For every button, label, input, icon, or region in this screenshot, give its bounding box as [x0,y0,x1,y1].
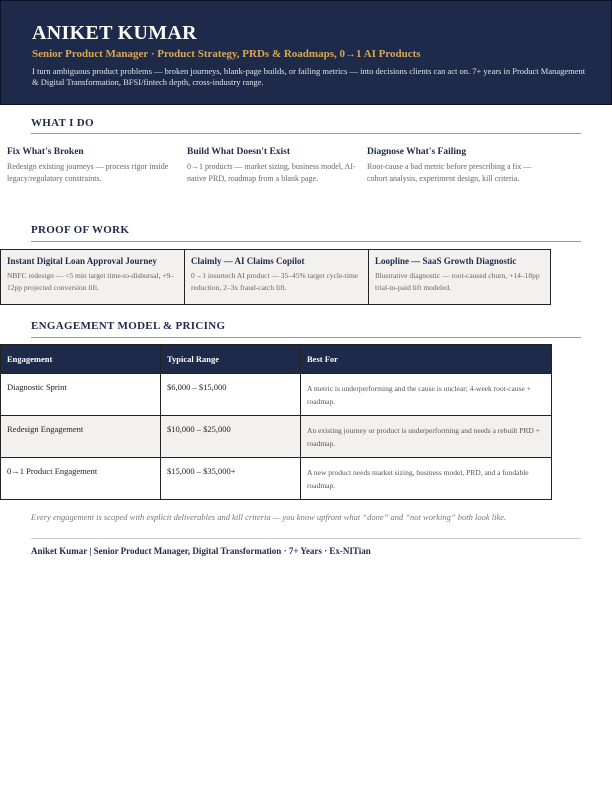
proof-title: Claimly — AI Claims Copilot [191,256,305,266]
column-header-best-for: Best For [301,345,552,374]
table-row [1,416,552,458]
best-for-cell: An existing journey or product is underperforming and needs a rebuilt PRD + roadmap. [301,416,552,458]
proof-description: Illustrative diagnostic — root-caused churn, +14–18pp trial-to-paid lift modeled. [375,271,540,292]
section-divider [31,337,581,338]
range-cell: $6,000 – $15,000 [161,374,301,416]
person-name: ANIKET KUMAR [32,22,197,44]
service-title: Diagnose What's Failing [367,147,467,157]
service-title: Fix What's Broken [7,147,84,157]
range-cell: $10,000 – $25,000 [161,416,301,458]
pricing-table [0,344,552,500]
header-banner [0,0,612,105]
section-heading-pricing: ENGAGEMENT MODEL & PRICING [31,320,226,332]
section-divider [31,133,581,134]
range-cell: $15,000 – $35,000+ [161,458,301,500]
proof-of-work-table [0,249,551,305]
headline-subtitle: Senior Product Manager · Product Strategy, PRDs & Roadmaps, 0→1 AI Products [32,48,421,60]
proof-title: Loopline — SaaS Growth Diagnostic [375,256,517,266]
section-heading-what-i-do: WHAT I DO [31,117,94,129]
engagement-cell: Diagnostic Sprint [1,374,161,416]
table-row [1,374,552,416]
engagement-cell: Redesign Engagement [1,416,161,458]
service-card-diagnose [367,147,537,184]
proof-title: Instant Digital Loan Approval Journey [7,256,157,266]
summary-text: I turn ambiguous product problems — broken journeys, blank-page builds, or failing metrics — into decisions clients can act on. 7+ years in Product Management & Digital Transformation, BFSI/fintech depth, cross-industry range. [32,66,586,87]
footer-divider [31,538,581,539]
service-card-build [187,147,362,184]
proof-cell-loan [1,250,185,304]
service-card-fix [7,147,182,184]
service-description: Redesign existing journeys — process rigor inside legacy/regulatory constraints. [7,162,169,183]
best-for-cell: A new product needs market sizing, business model, PRD, and a fundable roadmap. [301,458,552,500]
footer-signature: Aniket Kumar | Senior Product Manager, Digital Transformation · 7+ Years · Ex-NITian [31,546,371,556]
service-description: 0→1 products — market sizing, business model, AI-native PRD, roadmap from a blank page. [187,162,356,183]
section-heading-proof: PROOF OF WORK [31,224,130,236]
proof-cell-loopline [369,250,550,304]
engagement-cell: 0→1 Product Engagement [1,458,161,500]
proof-description: NBFC redesign — <5 min target time-to-disbursal, +9–12pp projected conversion lift. [7,271,175,292]
column-header-range: Typical Range [161,345,301,374]
best-for-cell: A metric is underperforming and the cause is unclear; 4-week root-cause + roadmap. [301,374,552,416]
service-description: Root-cause a bad metric before prescribing a fix — cohort analysis, experiment design, kill criteria. [367,162,532,183]
proof-cell-claimly [185,250,369,304]
proof-description: 0→1 insurtech AI product — 35–45% target cycle-time reduction, 2–3x fraud-catch lift. [191,271,359,292]
service-title: Build What Doesn't Exist [187,147,291,157]
column-header-engagement: Engagement [1,345,161,374]
table-row [1,458,552,500]
section-divider [31,241,581,242]
pricing-header-row [1,345,552,374]
scope-note: Every engagement is scoped with explicit deliverables and kill criteria — you know upfront what “done” and “not working” both look like. [31,512,507,522]
